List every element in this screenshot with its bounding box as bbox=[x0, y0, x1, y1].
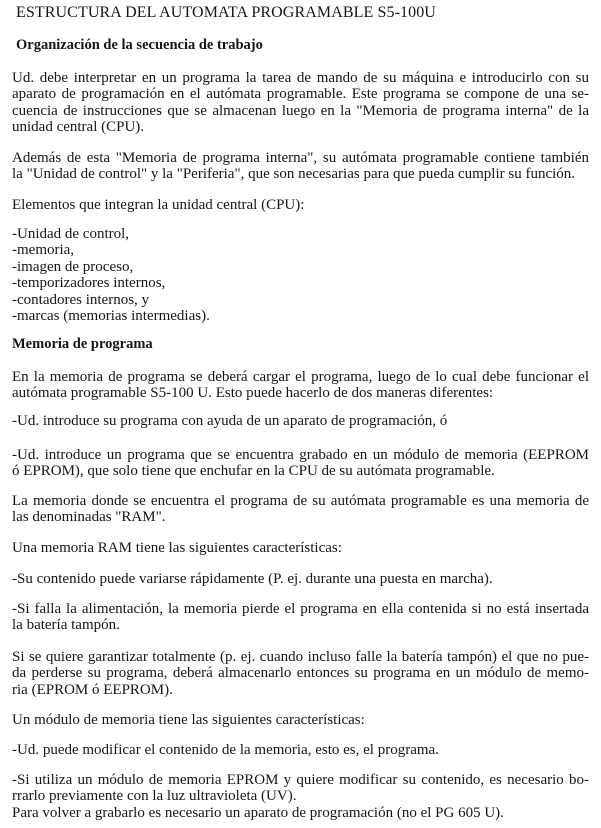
text-line: las denominadas "RAM". bbox=[12, 509, 166, 526]
text-line: Para volver a grabarlo es necesario un aparato de programación (no el PG 605 U). bbox=[12, 804, 504, 821]
paragraph bbox=[12, 712, 589, 728]
list-item: -contadores internos, y bbox=[12, 291, 150, 308]
section-heading-organizacion: Organización de la secuencia de trabajo bbox=[16, 37, 263, 53]
text-line: la batería tampón. bbox=[12, 617, 120, 634]
document-title: ESTRUCTURA DEL AUTOMATA PROGRAMABLE S5-100U bbox=[16, 4, 436, 21]
list-item: -temporizadores internos, bbox=[12, 275, 166, 292]
paragraph bbox=[12, 540, 589, 556]
text-line: -Ud. introduce un programa que se encuentra grabado en un módulo de memoria (EEPROM bbox=[12, 447, 589, 463]
text-line: Elementos que integran la unidad central (CPU): bbox=[12, 197, 305, 213]
paragraph bbox=[12, 413, 589, 429]
paragraph bbox=[12, 447, 589, 480]
text-line: ria (EPROM ó EEPROM). bbox=[12, 681, 173, 698]
list-item: -marcas (memorias intermedias). bbox=[12, 307, 210, 324]
text-line: Si se quiere garantizar totalmente (p. ej. cuando incluso falle la batería tampón) el que no pue- bbox=[12, 649, 589, 665]
text-line: En la memoria de programa se deberá cargar el programa, luego de lo cual debe funcionar el bbox=[12, 369, 589, 385]
text-line: Un módulo de memoria tiene las siguientes características: bbox=[12, 712, 365, 728]
text-line: autómata programable S5-100 U. Esto puede hacerlo de dos maneras diferentes: bbox=[12, 385, 494, 402]
paragraph bbox=[12, 601, 589, 634]
text-line: Una memoria RAM tiene las siguientes características: bbox=[12, 540, 342, 556]
text-line: rrarlo previamente con la luz ultravioleta (UV). bbox=[12, 788, 297, 805]
list-item: -Unidad de control, bbox=[12, 226, 130, 242]
section-heading-memoria: Memoria de programa bbox=[12, 336, 153, 352]
paragraph bbox=[12, 70, 589, 136]
list-item: -imagen de proceso, bbox=[12, 258, 134, 275]
text-line: da perderse su programa, deberá almacenarlo entonces su programa en un módulo de memo- bbox=[12, 665, 589, 682]
paragraph bbox=[12, 150, 589, 183]
text-line: unidad central (CPU). bbox=[12, 119, 145, 136]
text-line: -Si falla la alimentación, la memoria pierde el programa en ella contenida si no está insertada bbox=[12, 601, 589, 617]
paragraph bbox=[12, 571, 589, 587]
text-line: -Ud. puede modificar el contenido de la memoria, esto es, el programa. bbox=[12, 742, 439, 758]
list-item: -memoria, bbox=[12, 242, 75, 259]
text-line: la "Unidad de control" y la "Periferia", que son necesarias para que pueda cumplir su función. bbox=[12, 166, 576, 183]
text-line: aparato de programación en el autómata programable. Este programa se compone de una se- bbox=[12, 86, 589, 103]
paragraph bbox=[12, 772, 589, 821]
text-line: ó EPROM), que solo tiene que enchufar en la CPU de su autómata programable. bbox=[12, 463, 495, 480]
text-line: Ud. debe interpretar en un programa la tarea de mando de su máquina e introducirlo con su bbox=[12, 70, 589, 86]
paragraph bbox=[12, 369, 589, 402]
text-line: -Ud. introduce su programa con ayuda de un aparato de programación, ó bbox=[12, 413, 448, 429]
paragraph bbox=[12, 649, 589, 698]
text-line: La memoria donde se encuentra el programa de su autómata programable es una memoria de bbox=[12, 493, 589, 509]
paragraph bbox=[12, 493, 589, 526]
text-line: Además de esta "Memoria de programa interna", su autómata programable contiene también bbox=[12, 150, 589, 166]
text-line: -Su contenido puede variarse rápidamente (P. ej. durante una puesta en marcha). bbox=[12, 571, 493, 587]
text-line: cuencia de instrucciones que se almacenan luego en la "Memoria de programa interna" de la bbox=[12, 102, 589, 119]
text-line: -Si utiliza un módulo de memoria EPROM y quiere modificar su contenido, es necesario bo- bbox=[12, 772, 589, 788]
paragraph bbox=[12, 742, 589, 758]
paragraph bbox=[12, 197, 589, 213]
cpu-element-list bbox=[12, 226, 589, 324]
